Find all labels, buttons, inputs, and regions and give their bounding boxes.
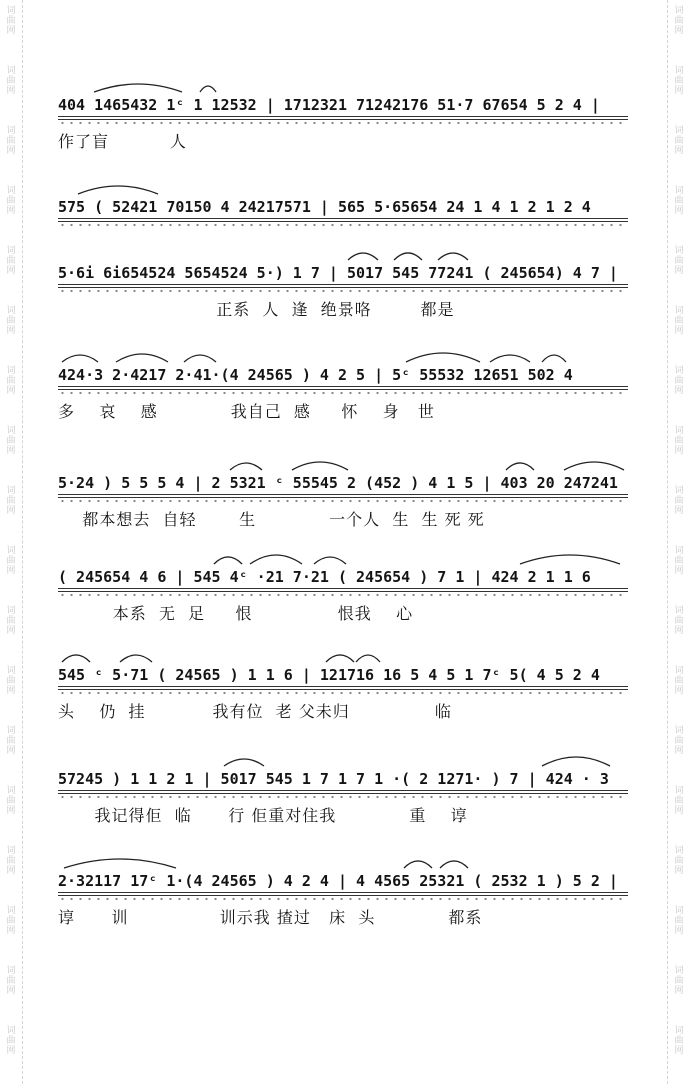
watermark-text: 词曲网: [674, 6, 684, 36]
beam-line: [58, 790, 628, 791]
lyric-line: 作了盲 人: [58, 132, 187, 151]
watermark-text: 词曲网: [674, 666, 684, 696]
octave-dots: [58, 121, 628, 125]
watermark-text: 词曲网: [674, 606, 684, 636]
lyric-line: 谆 训 训示我 揸过 床 头 都系: [58, 908, 483, 927]
watermark-text: 词曲网: [6, 246, 16, 276]
jianpu-notes: 575 ( 52421 70150 4 24217571 | 565 5·65654 24 1 4 1 2 1 2 4: [58, 198, 591, 216]
watermark-text: 词曲网: [6, 366, 16, 396]
watermark-text: 词曲网: [6, 786, 16, 816]
jianpu-notes: 545 ᶜ 5·71 ( 24565 ) 1 1 6 | 121716 16 5 4 5 1 7ᶜ 5( 4 5 2 4: [58, 666, 600, 684]
watermark-text: 词曲网: [6, 6, 16, 36]
beam-line: [58, 284, 628, 285]
watermark-text: 词曲网: [674, 786, 684, 816]
beam-line: [58, 686, 628, 687]
beam-line: [58, 218, 628, 219]
watermark-text: 词曲网: [6, 486, 16, 516]
beam-line: [58, 497, 628, 498]
beam-line: [58, 588, 628, 589]
watermark-text: 词曲网: [6, 966, 16, 996]
watermark-text: 词曲网: [674, 366, 684, 396]
beam-line: [58, 386, 628, 387]
octave-dots: [58, 691, 628, 695]
beam-line: [58, 287, 628, 288]
watermark-text: 词曲网: [674, 726, 684, 756]
beam-line: [58, 494, 628, 495]
watermark-text: 词曲网: [674, 906, 684, 936]
right-watermark-strip: [667, 0, 690, 1084]
watermark-text: 词曲网: [6, 726, 16, 756]
beam-line: [58, 793, 628, 794]
octave-dots: [58, 897, 628, 901]
jianpu-notes: 57245 ) 1 1 2 1 | 5017 545 1 7 1 7 1 ·( 2 1271· ) 7 | 424 · 3: [58, 770, 609, 788]
watermark-text: 词曲网: [6, 1026, 16, 1056]
jianpu-notes: 424·3 2·4217 2·41·(4 24565 ) 4 2 5 | 5ᶜ 55532 12651 502 4: [58, 366, 573, 384]
lyric-line: 正系 人 逢 绝景咯 都是: [58, 300, 455, 319]
octave-dots: [58, 499, 628, 503]
jianpu-notes: 2·32117 17ᶜ 1·(4 24565 ) 4 2 4 | 4 4565 25321 ( 2532 1 ) 5 2 |: [58, 872, 618, 890]
octave-dots: [58, 593, 628, 597]
beam-line: [58, 895, 628, 896]
left-watermark-strip: [0, 0, 23, 1084]
watermark-text: 词曲网: [6, 126, 16, 156]
watermark-text: 词曲网: [674, 306, 684, 336]
jianpu-notes: 5·6i 6i654524 5654524 5·) 1 7 | 5017 545 77241 ( 245654) 4 7 |: [58, 264, 618, 282]
watermark-text: 词曲网: [6, 906, 16, 936]
watermark-text: 词曲网: [6, 546, 16, 576]
watermark-text: 词曲网: [674, 66, 684, 96]
jianpu-notes: 5·24 ) 5 5 5 4 | 2 5321 ᶜ 55545 2 (452 ) 4 1 5 | 403 20 247241: [58, 474, 618, 492]
watermark-text: 词曲网: [6, 66, 16, 96]
lyric-line: 都本想去 自轻 生 一个人 生 生 死 死: [58, 510, 485, 529]
watermark-text: 词曲网: [674, 246, 684, 276]
watermark-text: 词曲网: [674, 846, 684, 876]
lyric-line: 本系 无 足 恨 恨我 心: [58, 604, 414, 623]
beam-line: [58, 892, 628, 893]
watermark-text: 词曲网: [6, 606, 16, 636]
watermark-text: 词曲网: [6, 846, 16, 876]
watermark-text: 词曲网: [674, 966, 684, 996]
beam-line: [58, 119, 628, 120]
watermark-text: 词曲网: [674, 1026, 684, 1056]
beam-line: [58, 389, 628, 390]
beam-line: [58, 689, 628, 690]
octave-dots: [58, 391, 628, 395]
watermark-text: 词曲网: [674, 426, 684, 456]
octave-dots: [58, 795, 628, 799]
watermark-text: 词曲网: [674, 486, 684, 516]
watermark-text: 词曲网: [674, 186, 684, 216]
watermark-text: 词曲网: [674, 546, 684, 576]
watermark-text: 词曲网: [674, 126, 684, 156]
beam-line: [58, 116, 628, 117]
watermark-text: 词曲网: [6, 306, 16, 336]
jianpu-notes: 404 1465432 1ᶜ 1 12532 | 1712321 71242176 51·7 67654 5 2 4 |: [58, 96, 600, 114]
watermark-text: 词曲网: [6, 426, 16, 456]
lyric-line: 多 哀 感 我自己 感 怀 身 世: [58, 402, 435, 421]
watermark-text: 词曲网: [6, 186, 16, 216]
octave-dots: [58, 223, 628, 227]
octave-dots: [58, 289, 628, 293]
beam-line: [58, 591, 628, 592]
jianpu-notes: ( 245654 4 6 | 545 4ᶜ ·21 7·21 ( 245654 ) 7 1 | 424 2 1 1 6: [58, 568, 591, 586]
lyric-line: 我记得佢 临 行 佢重对住我 重 谆: [58, 806, 468, 825]
watermark-text: 词曲网: [6, 666, 16, 696]
beam-line: [58, 221, 628, 222]
lyric-line: 头 仍 挂 我有位 老 父未归 临: [58, 702, 452, 721]
